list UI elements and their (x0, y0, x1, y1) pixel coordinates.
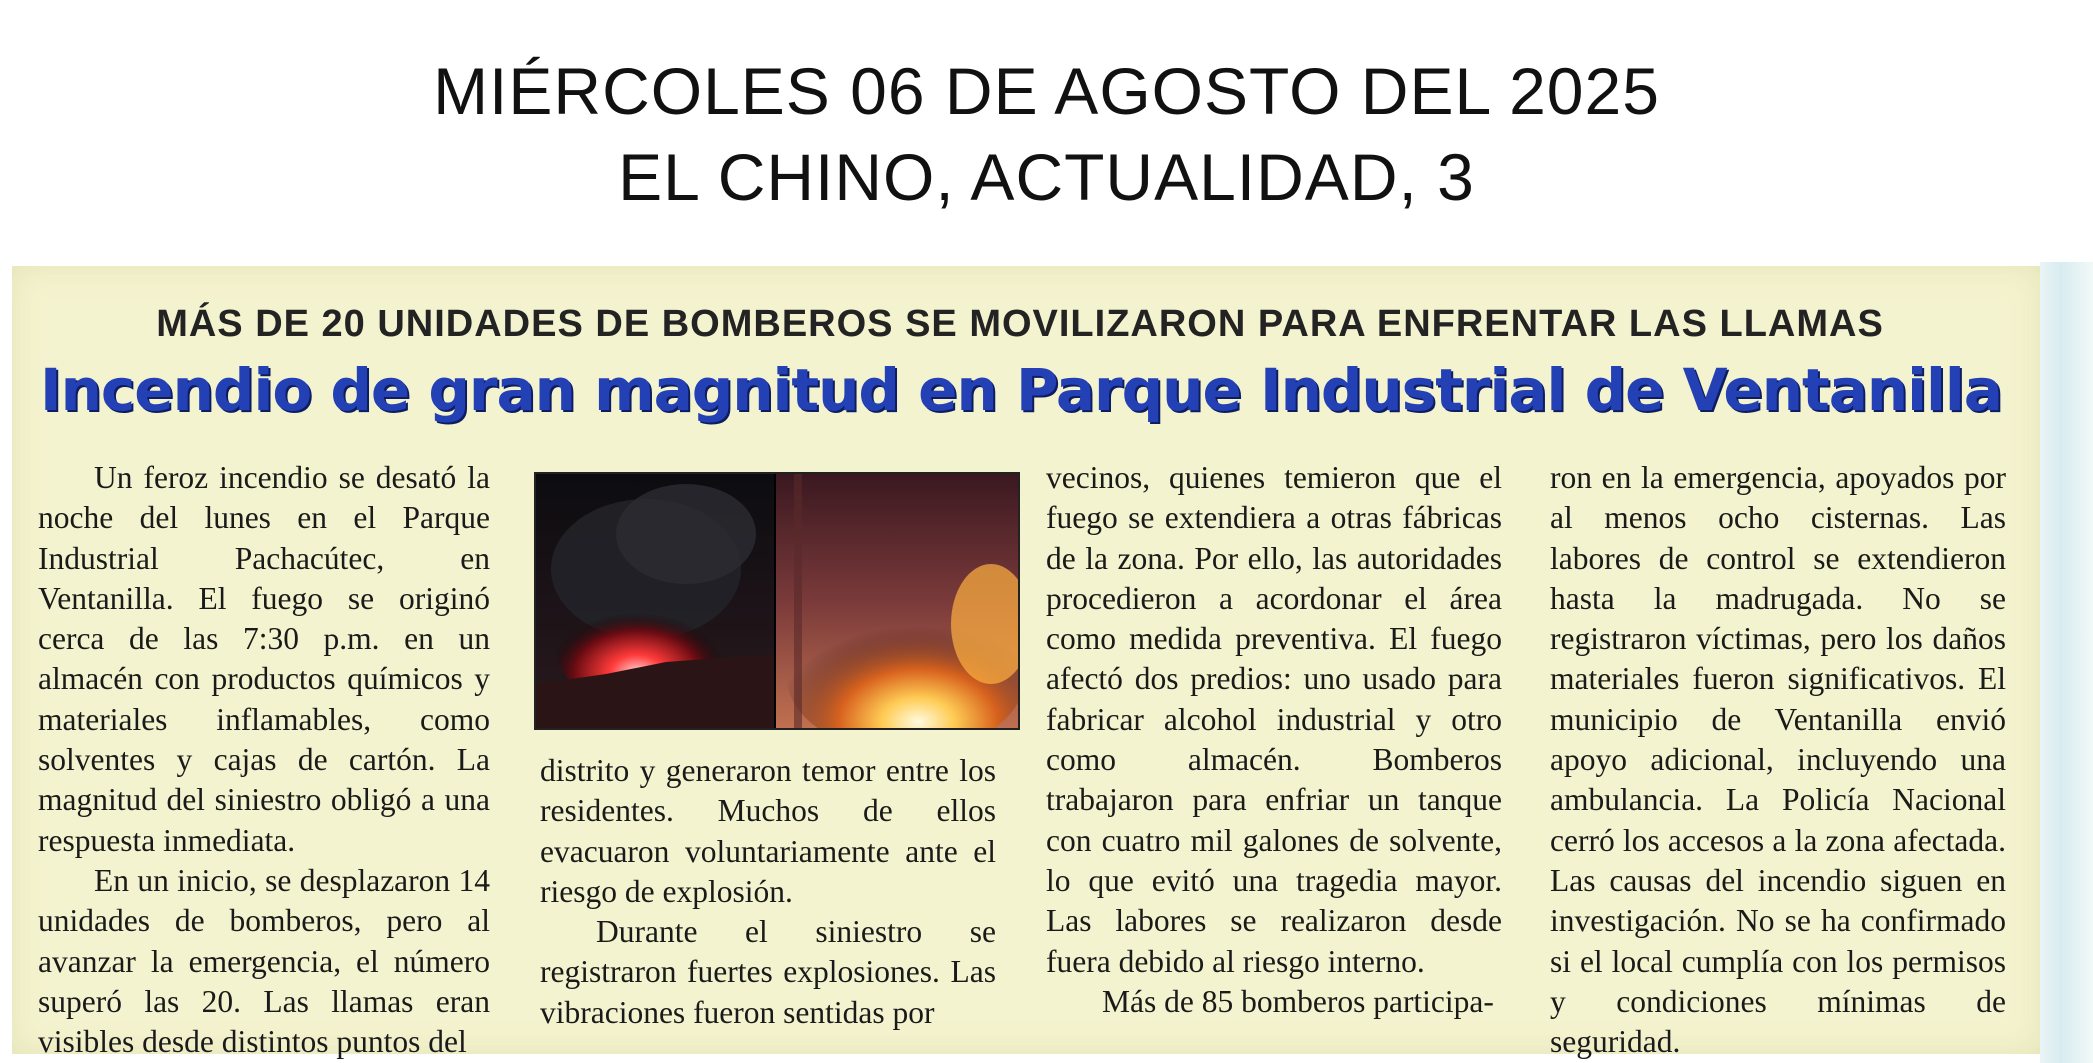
fire-photo-illustration (536, 474, 1018, 728)
paragraph: Un feroz incendio se desató la noche del lunes en el Parque Industrial Pachacútec, en Ventanilla. El fuego se originó cerca de las 7:30 p.m. en un almacén con productos químicos y materiales inflamables, como solventes y cajas de cartón. La magnitud del siniestro obligó a una respuesta inmediata. (38, 460, 490, 858)
paragraph: ron en la emergencia, apoyados por al menos ocho cisternas. Las labores de control se extendieron hasta la madrugada. No se registraron víctimas, pero los daños materiales fueron significativos. El municipio de Ventanilla envió apoyo adicional, incluyendo una ambulancia. La Policía Nacional cerró los accesos a la zona afectada. Las causas del incendio siguen en investigación. No se ha confirmado si el local cumplía con los permisos y condiciones mínimas de seguridad. (1550, 460, 2006, 1060)
paragraph: vecinos, quienes temieron que el fuego se extendiera a otras fábricas de la zona. Por ello, las autoridades procedieron a acordonar el área como medida preventiva. El fuego afectó dos predios: uno usado para fabricar alcohol industrial y otro como almacén. Bomberos trabajaron para enfriar un tanque con cuatro mil galones de solvente, lo que evitó una tragedia mayor. Las labores se realizaron desde fuera debido al riesgo interno. (1046, 460, 1502, 979)
article-column-1 (38, 458, 490, 1062)
article-headline: Incendio de gran magnitud en Parque Industrial de Ventanilla (40, 356, 2002, 424)
article-column-4 (1550, 458, 2006, 1062)
article-kicker: MÁS DE 20 UNIDADES DE BOMBEROS SE MOVILIZARON PARA ENFRENTAR LAS LLAMAS (156, 303, 1884, 345)
paragraph: Más de 85 bomberos participa- (1102, 983, 1494, 1019)
adjacent-page-edge (2040, 262, 2093, 1063)
smoke-cloud (616, 484, 756, 584)
paragraph: distrito y generaron temor entre los residentes. Muchos de ellos evacuaron voluntariamente ante el riesgo de explosión. (540, 753, 996, 909)
fire-photo (534, 472, 1020, 730)
pole (794, 474, 802, 728)
article-column-2 (540, 751, 996, 1033)
paragraph: Durante el siniestro se registraron fuertes explosiones. Las vibraciones fueron sentidas por (540, 914, 996, 1030)
caption-date: MIÉRCOLES 06 DE AGOSTO DEL 2025 (433, 54, 1660, 128)
page-caption (0, 48, 2093, 220)
caption-source: EL CHINO, ACTUALIDAD, 3 (618, 140, 1475, 214)
paragraph: En un inicio, se desplazaron 14 unidades de bomberos, pero al avanzar la emergencia, el número superó las 20. Las llamas eran visibles desde distintos puntos del (38, 862, 490, 1060)
photo-divider (774, 474, 776, 728)
article-column-3 (1046, 458, 1502, 1022)
